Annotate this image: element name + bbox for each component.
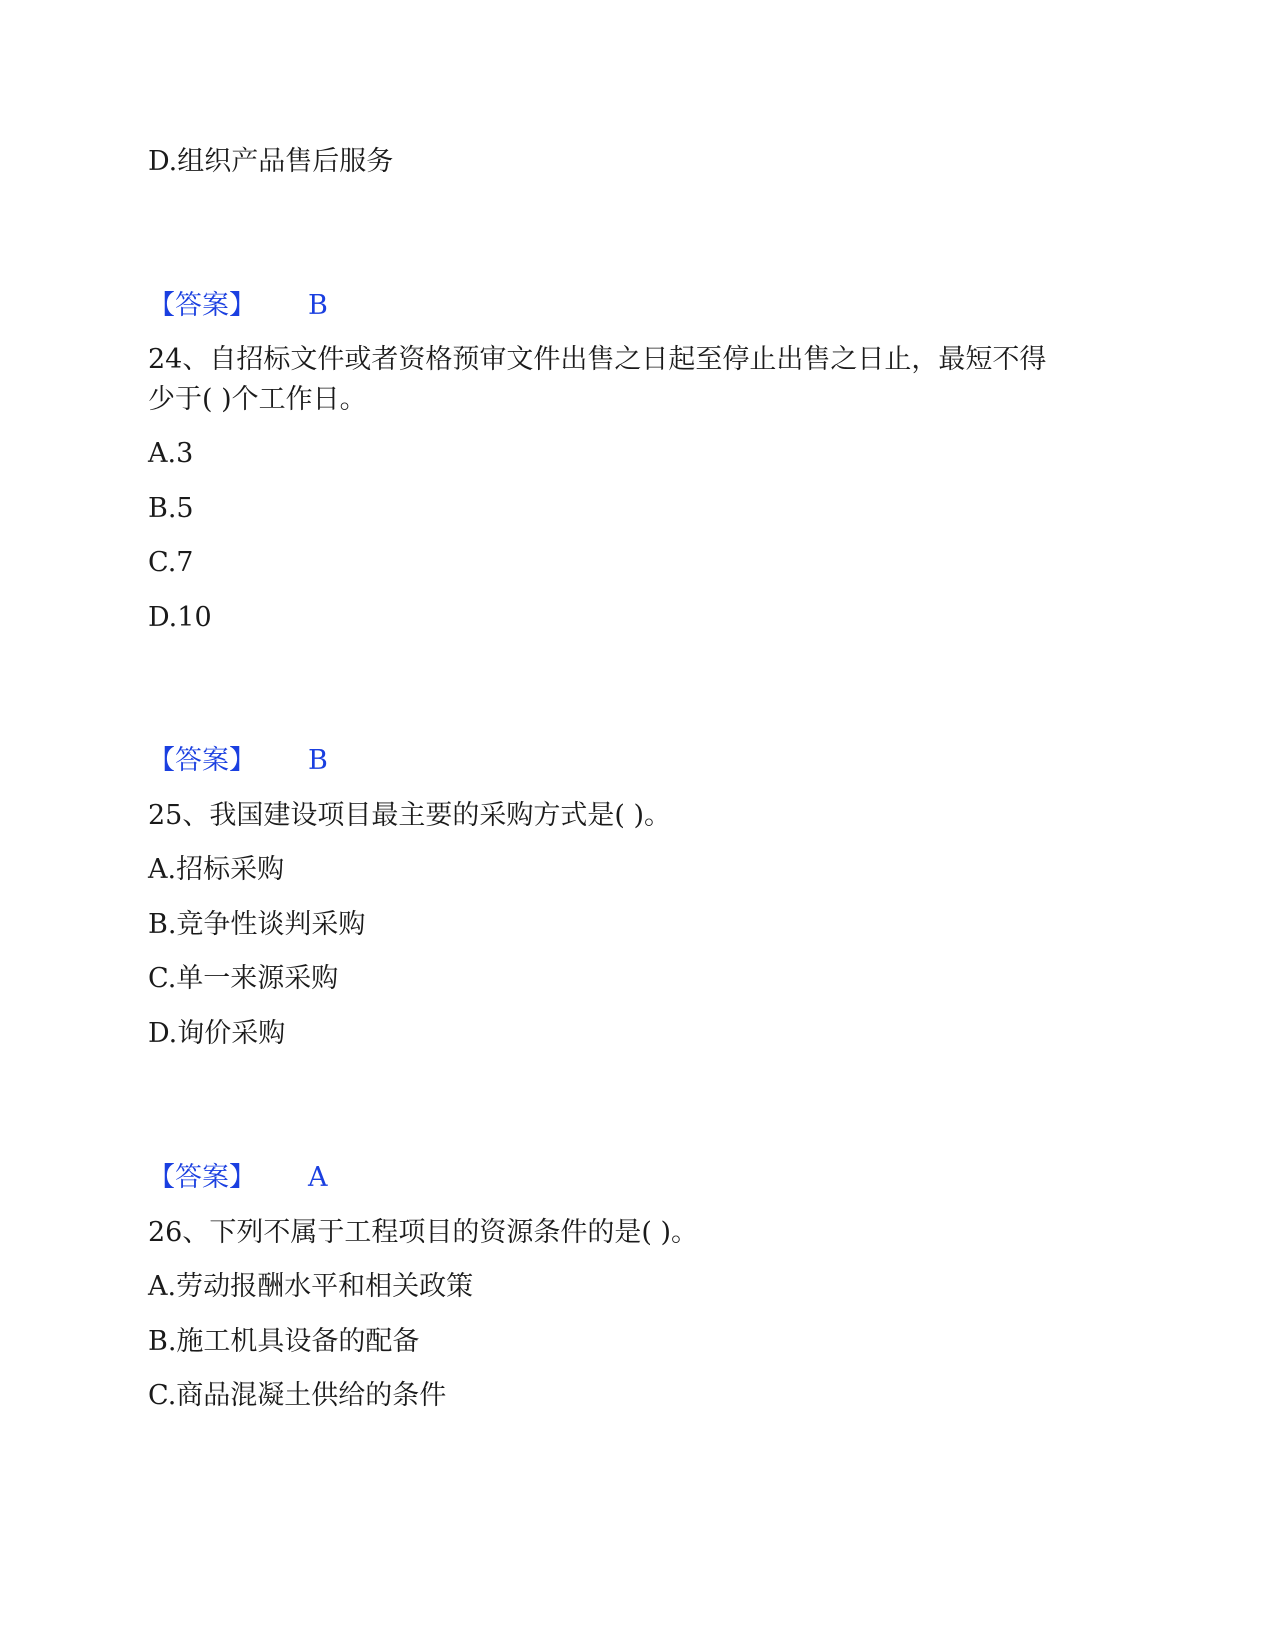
prev-option-d: D.组织产品售后服务 (148, 146, 394, 177)
question-stem: 26、下列不属于工程项目的资源条件的是( )。 (148, 1217, 699, 1248)
answer-value: B (308, 745, 328, 776)
option-b: B.施工机具设备的配备 (148, 1326, 420, 1357)
answer-row (148, 1158, 328, 1198)
answer-label: 【答案】 (148, 1162, 256, 1193)
option-a: A.3 (148, 438, 194, 469)
option-c: C.单一来源采购 (148, 963, 339, 994)
answer-label: 【答案】 (148, 745, 256, 776)
answer-label: 【答案】 (148, 290, 256, 321)
option-b: B.5 (148, 493, 194, 524)
answer-row (148, 286, 328, 326)
question-stem: 24、自招标文件或者资格预审文件出售之日起至停止出售之日止，最短不得 (148, 344, 1047, 375)
question-stem: 25、我国建设项目最主要的采购方式是( )。 (148, 800, 672, 831)
option-c: C.商品混凝土供给的条件 (148, 1380, 447, 1411)
option-b: B.竞争性谈判采购 (148, 909, 366, 940)
option-a: A.劳动报酬水平和相关政策 (148, 1271, 474, 1302)
option-d: D.10 (148, 602, 212, 633)
option-c: C.7 (148, 547, 194, 578)
option-d: D.询价采购 (148, 1018, 286, 1049)
answer-value: A (308, 1162, 328, 1193)
question-stem-continued: 少于( )个工作日。 (148, 384, 367, 415)
option-a: A.招标采购 (148, 854, 285, 885)
answer-row (148, 741, 328, 781)
answer-value: B (308, 290, 328, 321)
